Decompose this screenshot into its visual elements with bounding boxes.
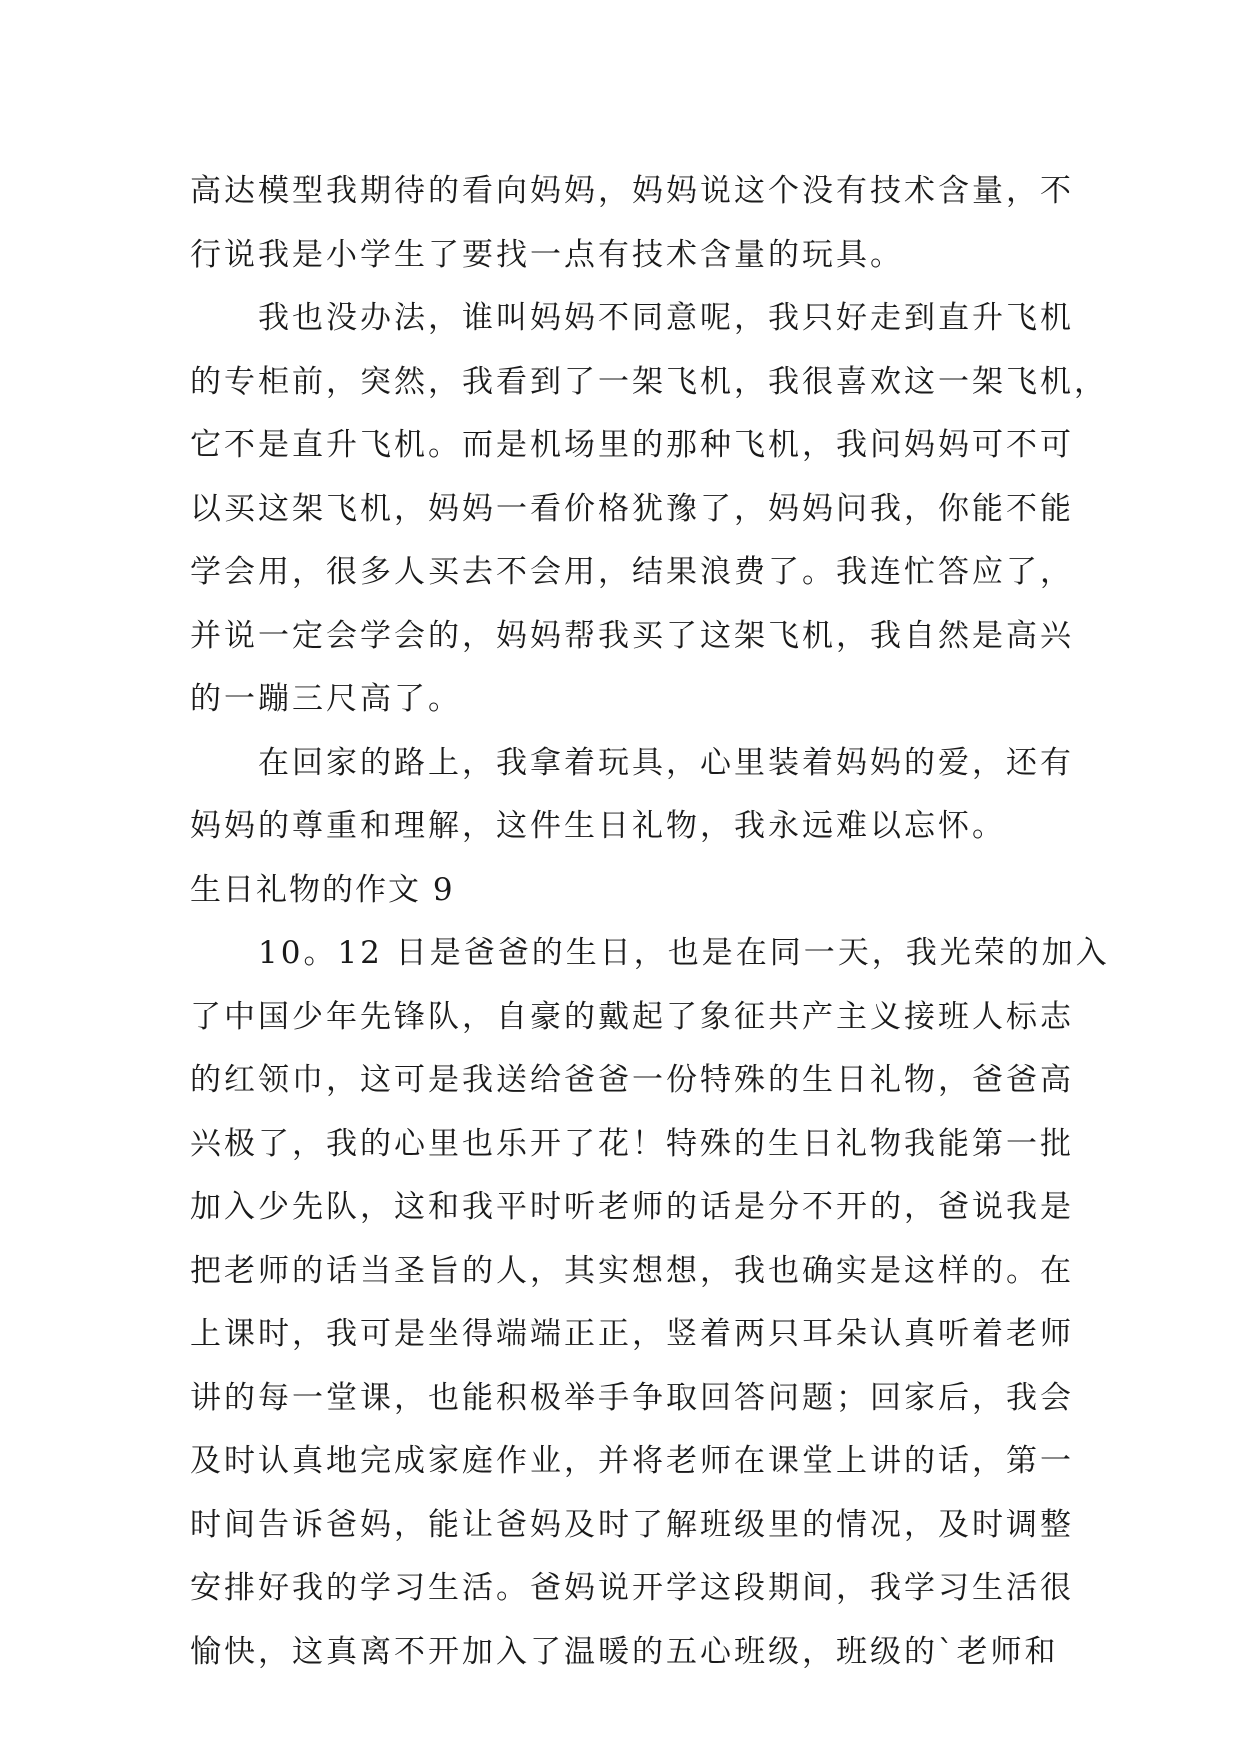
text-line: 了中国少年先锋队，自豪的戴起了象征共产主义接班人标志 (190, 998, 1074, 1035)
text-line: 安排好我的学习生活。爸妈说开学这段期间，我学习生活很 (190, 1570, 1074, 1606)
text-line: 行说我是小学生了要找一点有技术含量的玩具。 (190, 236, 904, 273)
text-line: 兴极了，我的心里也乐开了花！特殊的生日礼物我能第一批 (190, 1125, 1074, 1162)
essay-text (190, 160, 1110, 1684)
text-line: 我也没办法，谁叫妈妈不同意呢，我只好走到直升飞机 (190, 300, 1074, 336)
text-line: 在回家的路上，我拿着玩具，心里装着妈妈的爱，还有 (190, 744, 1074, 781)
text-line: 学会用，很多人买去不会用，结果浪费了。我连忙答应了， (190, 554, 1074, 590)
text-line: 的专柜前，突然，我看到了一架飞机，我很喜欢这一架飞机， (190, 363, 1108, 400)
text-line: 把老师的话当圣旨的人，其实想想，我也确实是这样的。在 (190, 1252, 1074, 1289)
text-line: 10。12 日是爸爸的生日，也是在同一天，我光荣的加入 (190, 935, 1110, 971)
text-line: 加入少先队，这和我平时听老师的话是分不开的，爸说我是 (190, 1189, 1074, 1225)
text-line: 及时认真地完成家庭作业，并将老师在课堂上讲的话，第一 (190, 1443, 1074, 1479)
text-line: 它不是直升飞机。而是机场里的那种飞机，我问妈妈可不可 (190, 427, 1074, 463)
text-line: 的红领巾，这可是我送给爸爸一份特殊的生日礼物，爸爸高 (190, 1062, 1074, 1098)
text-line: 时间告诉爸妈，能让爸妈及时了解班级里的情况，及时调整 (190, 1506, 1074, 1543)
section-heading: 生日礼物的作文 9 (190, 871, 455, 908)
text-line: 上课时，我可是坐得端端正正，竖着两只耳朵认真听着老师 (190, 1316, 1074, 1352)
text-line: 的一蹦三尺高了。 (190, 681, 462, 717)
text-line: 讲的每一堂课，也能积极举手争取回答问题；回家后，我会 (190, 1379, 1074, 1416)
text-line: 以买这架飞机，妈妈一看价格犹豫了，妈妈问我，你能不能 (190, 490, 1074, 527)
text-line: 高达模型我期待的看向妈妈，妈妈说这个没有技术含量，不 (190, 173, 1074, 209)
text-line: 并说一定会学会的，妈妈帮我买了这架飞机，我自然是高兴 (190, 617, 1074, 654)
text-line: 愉快，这真离不开加入了温暖的五心班级，班级的`老师和 (190, 1633, 1059, 1670)
text-line: 妈妈的尊重和理解，这件生日礼物，我永远难以忘怀。 (190, 808, 1006, 844)
